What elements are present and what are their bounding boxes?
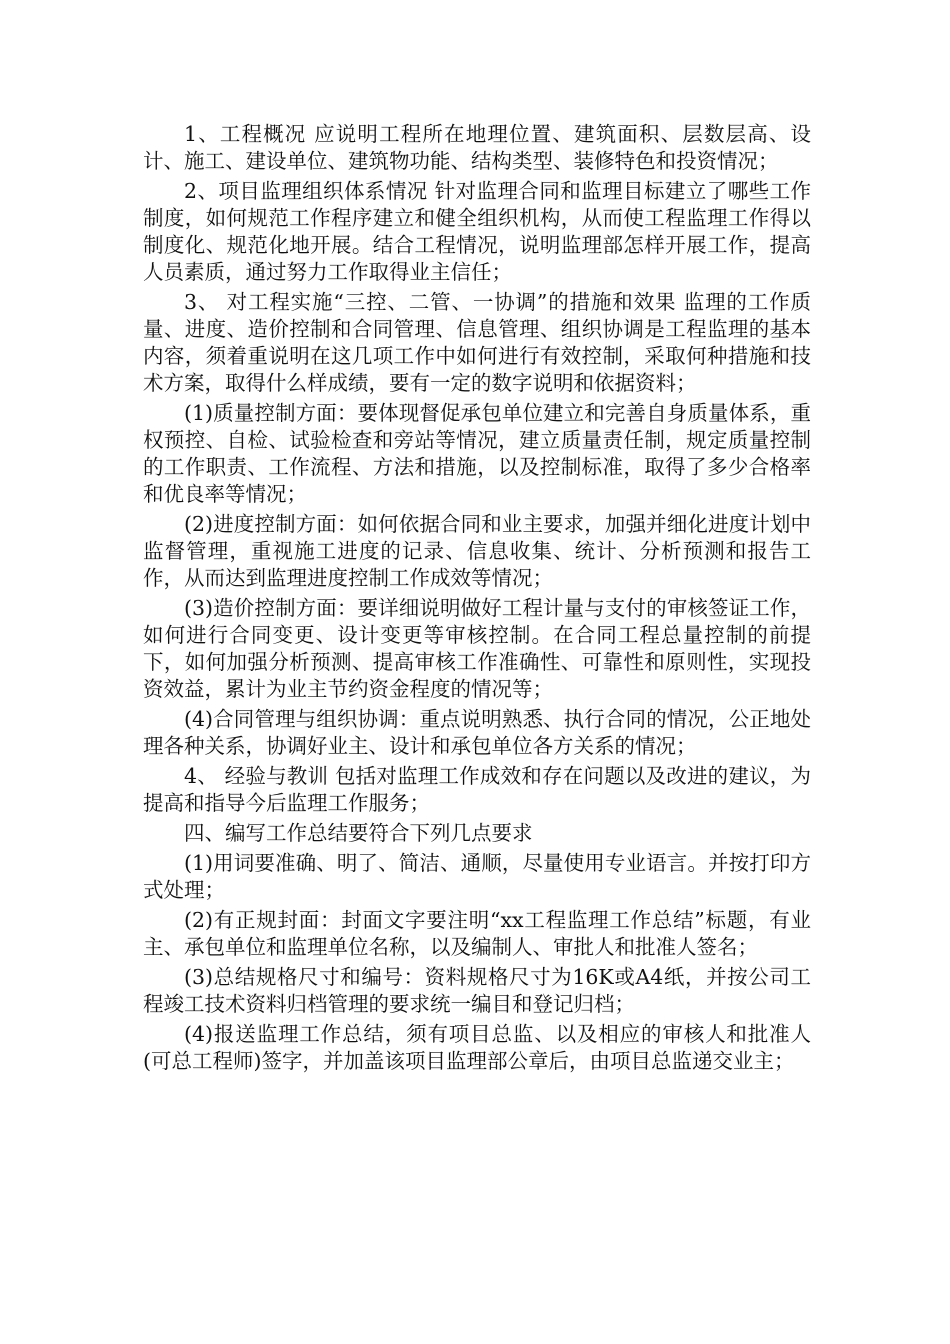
paragraph-wording: (1)用词要准确、明了、简洁、通顺，尽量使用专业语言。并按打印方式处理；	[143, 851, 811, 902]
paragraph-cost-control: (3)造价控制方面：要详细说明做好工程计量与支付的审核签证工作，如何进行合同变更、设计变更等审核控制。在合同工程总量控制的前提下，如何加强分析预测、提高审核工作准确性、可靠性和原则性，实现投资效益，累计为业主节约资金程度的情况等；	[143, 596, 811, 701]
paragraph-lessons: 4、 经验与教训 包括对监理工作成效和存在问题以及改进的建议，为提高和指导今后监理工作服务；	[143, 764, 811, 815]
document-body	[143, 121, 811, 1078]
section-heading-requirements: 四、编写工作总结要符合下列几点要求	[184, 821, 533, 845]
paragraph-project-overview: 1、工程概况 应说明工程所在地理位置、建筑面积、层数层高、设计、施工、建设单位、建筑物功能、结构类型、装修特色和投资情况；	[143, 122, 811, 173]
paragraph-quality-control: (1)质量控制方面：要体现督促承包单位建立和完善自身质量体系，重权预控、自检、试验检查和旁站等情况，建立质量责任制，规定质量控制的工作职责、工作流程、方法和措施，以及控制标准，取得了多少合格率和优良率等情况；	[143, 401, 811, 506]
paragraph-submission: (4)报送监理工作总结，须有项目总监、以及相应的审核人和批准人(可总工程师)签字，并加盖该项目监理部公章后，由项目总监递交业主；	[143, 1022, 811, 1073]
paragraph-organization-system: 2、项目监理组织体系情况 针对监理合同和监理目标建立了哪些工作制度，如何规范工作程序建立和健全组织机构，从而使工程监理工作得以制度化、规范化地开展。结合工程情况，说明监理部怎样开展工作，提高人员素质，通过努力工作取得业主信任；	[143, 179, 811, 284]
paragraph-cover: (2)有正规封面：封面文字要注明“xx工程监理工作总结”标题，有业主、承包单位和监理单位名称，以及编制人、审批人和批准人签名；	[143, 908, 811, 959]
paragraph-schedule-control: (2)进度控制方面：如何依据合同和业主要求，加强并细化进度计划中监督管理，重视施工进度的记录、信息收集、统计、分析预测和报告工作，从而达到监理进度控制工作成效等情况；	[143, 512, 811, 590]
paragraph-format: (3)总结规格尺寸和编号：资料规格尺寸为16K或A4纸，并按公司工程竣工技术资料归档管理的要求统一编目和登记归档；	[143, 965, 811, 1016]
paragraph-contract-management: (4)合同管理与组织协调：重点说明熟悉、执行合同的情况，公正地处理各种关系，协调好业主、设计和承包单位各方关系的情况；	[143, 707, 811, 758]
paragraph-three-controls: 3、 对工程实施“三控、二管、一协调”的措施和效果 监理的工作质量、进度、造价控制和合同管理、信息管理、组织协调是工程监理的基本内容，须着重说明在这几项工作中如何进行有效控制，采取何种措施和技术方案，取得什么样成绩，要有一定的数字说明和依据资料；	[143, 290, 811, 395]
